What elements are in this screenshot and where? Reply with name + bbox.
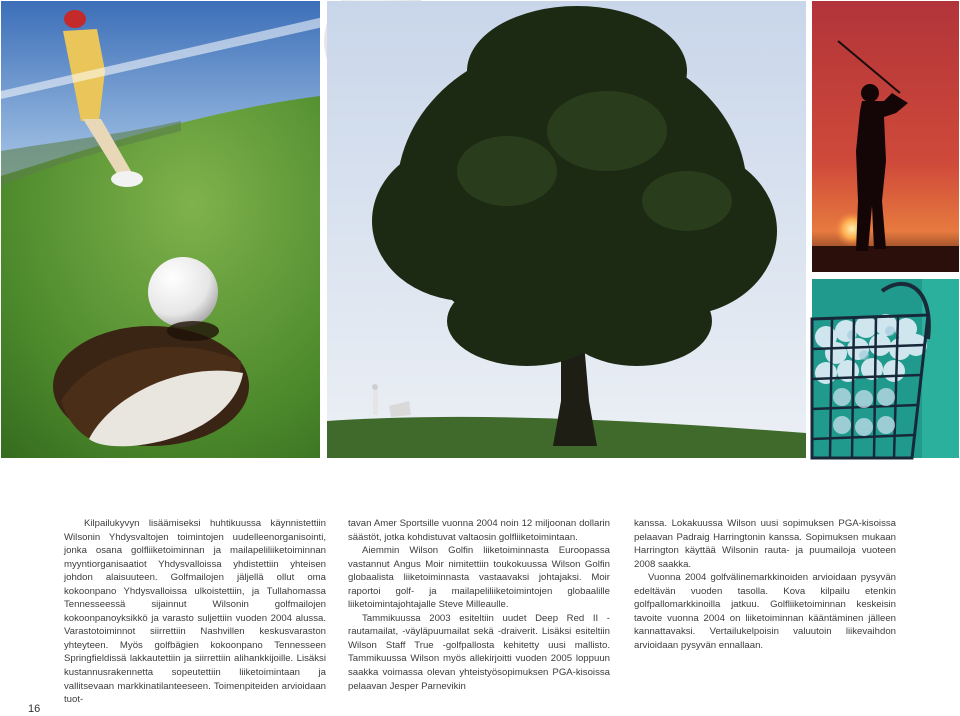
ball-basket-photo	[812, 279, 959, 458]
col3-paragraph-2: Vuonna 2004 golfvälinemarkkinoiden arvioidaan pysyvän edeltävän vuoden tasolla. Kova kilpailu etenkin golfpallomarkkinoilla jatkuu. Golfliiketoiminnan keskeisin tavoite vuonna 2004 on liiketoiminnan kääntäminen jälleen kannattavaksi. Vertailukelpoisin valuutoin liikevaihdon arvioidaan pysyvän ennallaan.	[634, 572, 896, 651]
sunset-golfer-image	[812, 1, 959, 272]
ball-basket-image	[812, 279, 959, 458]
page-number: 16	[28, 703, 41, 715]
text-column-1	[64, 517, 326, 707]
text-column-2	[348, 517, 610, 693]
golf-hole-photo	[1, 1, 320, 458]
tree-photo	[327, 1, 806, 458]
col2-paragraph-3: Tammikuussa 2003 esiteltiin uudet Deep Red II -rautamailat, -väyläpuumailat sekä -draiverit. Lisäksi esiteltiin Wilson Staff True -golfpallosta kehitetty uusi mallisto. Tammikuussa Wilson myös allekirjoitti vuoden 2005 loppuun saakka voimassa olevan yhteistyösopimuksen PGA-kisoissa pelaavan Jesper Parnevikin	[348, 612, 610, 692]
golf-hole-image	[1, 1, 320, 458]
col1-paragraph-1: Kilpailukyvyn lisäämiseksi huhtikuussa käynnistettiin Wilsonin Yhdysvaltojen toimintojen uudelleenorganisointi, jonka osana golfliiketoiminnan ja mailapeliliiketoiminnan myyntiorganisaatiot Yhdysvalloissa yhdistettiin yhteisen johdon alaisuuteen. Golfmailojen jäljellä ollut oma kokoonpano Yhdysvalloissa ulkoistettiin, ja Tullahomassa Tennesseessä sijainnut Wilsonin golfmailojen kokoonpanoyksikkö ja varasto suljettiin vuoden 2004 alussa. Varastotoiminnot siirrettiin Nashvillen keskusvaraston yhteyteen. Myös golfbägien kokoonpano Tennesseen Springfieldissä lakkautettiin ja siirrettiin alihankkijoille. Lisäksi kustannusrakennetta sopeutettiin liiketoimintaan ja vallitsevaan markkinatilanteeseen. Toimenpiteiden arvioidaan tuot-	[64, 518, 326, 706]
col3-paragraph-1: kanssa. Lokakuussa Wilson uusi sopimuksen PGA-kisoissa pelaavan Padraig Harringtonin kanssa. Sopimuksen mukaan Harrington käyttää Wilsonin rauta- ja puumailoja vuoteen 2008 saakka.	[634, 518, 896, 570]
text-column-3	[634, 517, 896, 652]
col2-paragraph-2: Aiemmin Wilson Golfin liiketoiminnasta Euroopassa vastannut Angus Moir nimitettiin toukokuussa Wilson Golfin globaalista liiketoiminnasta vastaavaksi johtajaksi. Moir raportoi golf- ja mailapeliliiketoimintojen globaalille liiketoimintajohtajalle Steve Milleaulle.	[348, 545, 610, 611]
col2-paragraph-1: tavan Amer Sportsille vuonna 2004 noin 12 miljoonan dollarin säästöt, jotka kohdistuvat valtaosin golfliiketoimintaan.	[348, 518, 610, 543]
tree-image	[327, 1, 806, 458]
sunset-golfer-photo	[812, 1, 959, 272]
